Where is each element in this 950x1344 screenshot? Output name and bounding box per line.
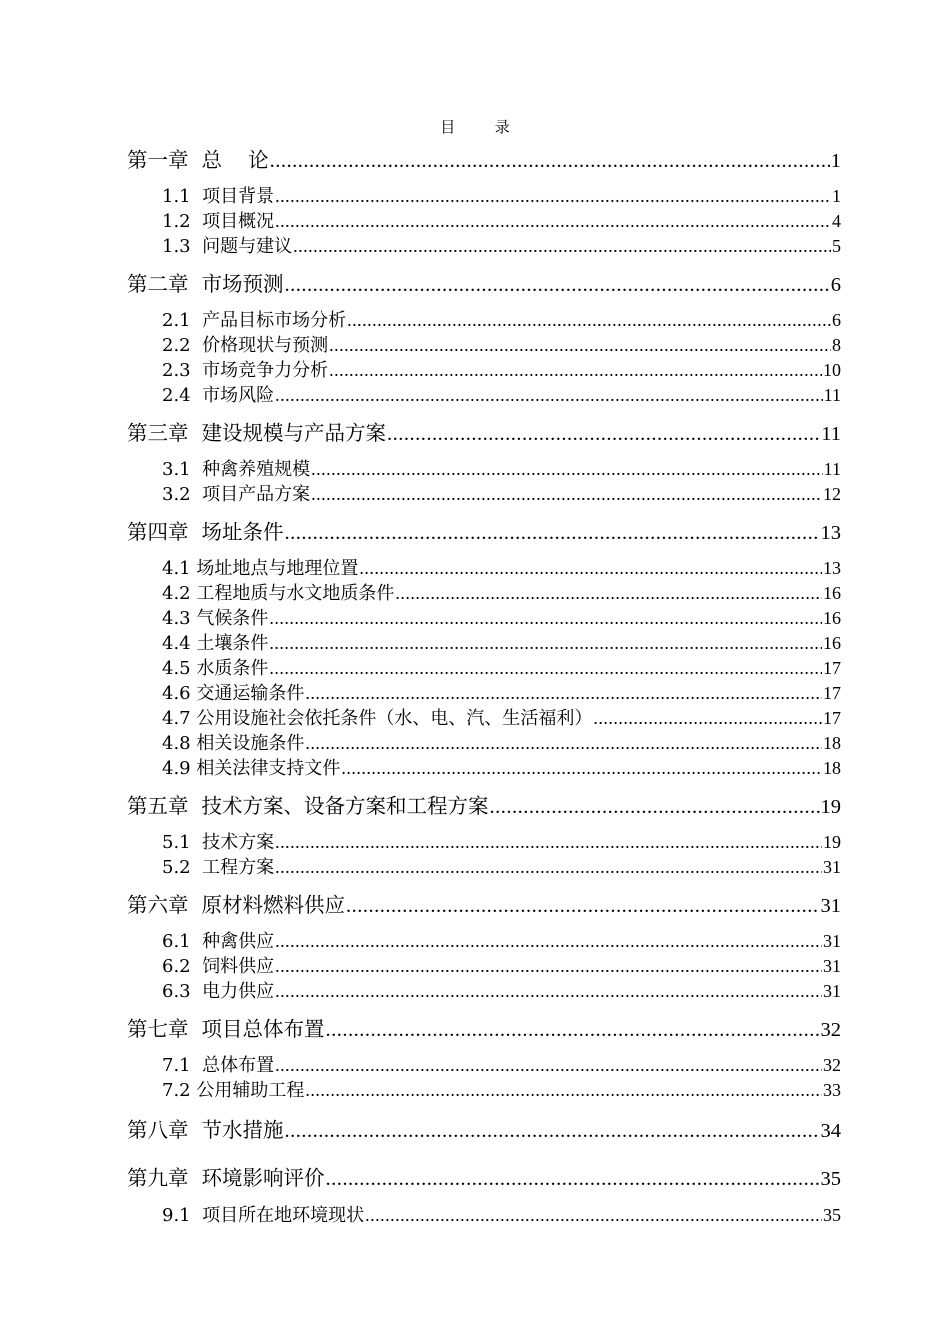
toc-section-entry[interactable] [162,485,841,504]
toc-entry-label: 第五章 技术方案、设备方案和工程方案 [127,794,489,818]
toc-page-number: 1 [832,186,841,206]
toc-entry-label: 3.1 种禽养殖规模 [162,459,311,480]
toc-dot-leader [285,1121,820,1142]
toc-page-number: 35 [823,1205,841,1225]
toc-dot-leader [387,424,820,445]
toc-chapter-entry[interactable] [127,796,841,818]
toc-entry-label: 4.3 气候条件 [162,608,269,629]
toc-dot-leader [275,187,831,205]
toc-chapter-entry[interactable] [127,423,841,445]
toc-section-entry[interactable] [162,684,841,703]
toc-entry-label: 4.1 场址地点与地理位置 [162,558,359,579]
toc-page-number: 11 [823,459,841,479]
toc-entry-label: 第七章 项目总体布置 [127,1017,325,1041]
toc-page-number: 18 [823,733,841,753]
toc-entry-label: 2.2 价格现状与预测 [162,335,329,356]
toc-dot-leader [270,151,830,172]
toc-entry-label: 第六章 原材料燃料供应 [127,893,346,917]
toc-dot-leader [293,237,831,255]
toc-page-number: 1 [830,150,841,172]
toc-dot-leader [395,584,822,602]
toc-section-entry[interactable] [162,634,841,653]
toc-section-entry[interactable] [162,858,841,877]
toc-entry-label: 4.8 相关设施条件 [162,733,305,754]
toc-entry-label: 6.1 种禽供应 [162,931,275,952]
toc-chapter-entry[interactable] [127,150,841,172]
toc-entry-label: 7.2 公用辅助工程 [162,1080,305,1101]
toc-page-number: 8 [832,335,841,355]
toc-entry-label: 5.2 工程方案 [162,857,275,878]
toc-section-entry[interactable] [162,1056,841,1075]
toc-chapter-entry[interactable] [127,522,841,544]
toc-section-entry[interactable] [162,709,841,728]
toc-entry-label: 2.1 产品目标市场分析 [162,310,347,331]
toc-page-number: 10 [823,360,841,380]
toc-dot-leader [275,932,822,950]
toc-entry-label: 3.2 项目产品方案 [162,484,311,505]
toc-entry-label: 4.9 相关法律支持文件 [162,758,341,779]
toc-entry-label: 2.3 市场竞争力分析 [162,360,329,381]
toc-page-number: 31 [823,981,841,1001]
toc-entry-label: 9.1 项目所在地环境现状 [162,1205,365,1226]
toc-page-number: 12 [823,484,841,504]
toc-section-entry[interactable] [162,584,841,603]
toc-entry-label: 4.2 工程地质与水文地质条件 [162,583,395,604]
toc-section-entry[interactable] [162,187,841,206]
toc-section-entry[interactable] [162,734,841,753]
toc-dot-leader [285,523,820,544]
toc-dot-leader [305,684,822,702]
toc-page-number: 34 [820,1120,841,1142]
toc-entry-label: 第四章 场址条件 [127,520,284,544]
toc-page-number: 17 [823,658,841,678]
toc-entry-label: 第三章 建设规模与产品方案 [127,421,387,445]
toc-entry-label: 1.1 项目背景 [162,186,275,207]
toc-page-number: 35 [820,1168,841,1190]
toc-entry-label: 4.7 公用设施社会依托条件（水、电、汽、生活福利） [162,708,593,729]
toc-dot-leader [329,336,831,354]
toc-chapter-entry[interactable] [127,1120,841,1142]
toc-dot-leader [490,797,820,818]
toc-page-number: 19 [820,796,841,818]
toc-page-number: 6 [832,310,841,330]
toc-dot-leader [269,659,822,677]
toc-entry-label: 5.1 技术方案 [162,832,275,853]
toc-page-number: 31 [823,956,841,976]
toc-page-number: 31 [820,895,841,917]
toc-page-number: 16 [823,633,841,653]
toc-section-entry[interactable] [162,1206,841,1225]
toc-dot-leader [275,212,831,230]
toc-page-number: 32 [823,1055,841,1075]
toc-dot-leader [275,1056,822,1074]
toc-page-number: 17 [823,708,841,728]
toc-entry-label: 6.3 电力供应 [162,981,275,1002]
toc-dot-leader [305,734,822,752]
toc-chapter-entry[interactable] [127,1168,841,1190]
toc-entry-label: 4.4 土壤条件 [162,633,269,654]
toc-page-number: 4 [832,211,841,231]
toc-dot-leader [269,634,822,652]
toc-entry-label: 第一章 总 论 [127,148,269,172]
toc-page-number: 6 [830,274,841,296]
toc-dot-leader [275,858,822,876]
toc-dot-leader [311,460,823,478]
toc-section-entry[interactable] [162,1081,841,1100]
toc-page-number: 31 [823,931,841,951]
toc-page-number: 11 [823,385,841,405]
toc-dot-leader [359,559,822,577]
toc-chapter-entry[interactable] [127,1019,841,1041]
toc-chapter-entry[interactable] [127,895,841,917]
toc-dot-leader [269,609,822,627]
toc-section-entry[interactable] [162,957,841,976]
toc-section-entry[interactable] [162,386,841,405]
toc-dot-leader [346,896,819,917]
toc-dot-leader [275,957,822,975]
toc-chapter-entry[interactable] [127,274,841,296]
toc-section-entry[interactable] [162,311,841,330]
toc-entry-label: 1.3 问题与建议 [162,236,293,257]
toc-entry-label: 第八章 节水措施 [127,1118,284,1142]
toc-section-entry[interactable] [162,659,841,678]
toc-section-entry[interactable] [162,982,841,1001]
toc-entry-label: 第九章 环境影响评价 [127,1166,325,1190]
toc-section-entry[interactable] [162,336,841,355]
toc-section-entry[interactable] [162,460,841,479]
toc-dot-leader [326,1020,820,1041]
toc-page-number: 31 [823,857,841,877]
toc-page-number: 16 [823,583,841,603]
toc-section-entry[interactable] [162,212,841,231]
toc-dot-leader [275,982,822,1000]
toc-entry-label: 4.6 交通运输条件 [162,683,305,704]
toc-dot-leader [326,1169,820,1190]
toc-entry-label: 6.2 饲料供应 [162,956,275,977]
toc-page-number: 13 [820,522,841,544]
toc-dot-leader [347,311,831,329]
toc-dot-leader [275,833,822,851]
toc-dot-leader [593,709,822,727]
toc-dot-leader [275,386,823,404]
toc-page-number: 13 [823,558,841,578]
toc-dot-leader [329,361,822,379]
toc-section-entry[interactable] [162,559,841,578]
toc-page-number: 32 [820,1019,841,1041]
toc-page-number: 17 [823,683,841,703]
toc-dot-leader [365,1206,822,1224]
toc-dot-leader [285,275,830,296]
toc-page-number: 19 [823,832,841,852]
toc-page-number: 11 [821,423,841,445]
toc-entry-label: 7.1 总体布置 [162,1055,275,1076]
toc-entry-label: 4.5 水质条件 [162,658,269,679]
toc-section-entry[interactable] [162,361,841,380]
toc-entry-label: 1.2 项目概况 [162,211,275,232]
toc-title: 目 录 [440,118,520,136]
toc-page-number: 33 [823,1080,841,1100]
toc-section-entry[interactable] [162,932,841,951]
toc-page-number: 16 [823,608,841,628]
toc-section-entry[interactable] [162,237,841,256]
toc-entry-label: 第二章 市场预测 [127,272,284,296]
toc-dot-leader [305,1081,822,1099]
toc-dot-leader [341,759,822,777]
toc-page-number: 5 [832,236,841,256]
toc-section-entry[interactable] [162,609,841,628]
toc-section-entry[interactable] [162,833,841,852]
toc-dot-leader [311,485,822,503]
toc-section-entry[interactable] [162,759,841,778]
toc-page-number: 18 [823,758,841,778]
toc-entry-label: 2.4 市场风险 [162,385,275,406]
